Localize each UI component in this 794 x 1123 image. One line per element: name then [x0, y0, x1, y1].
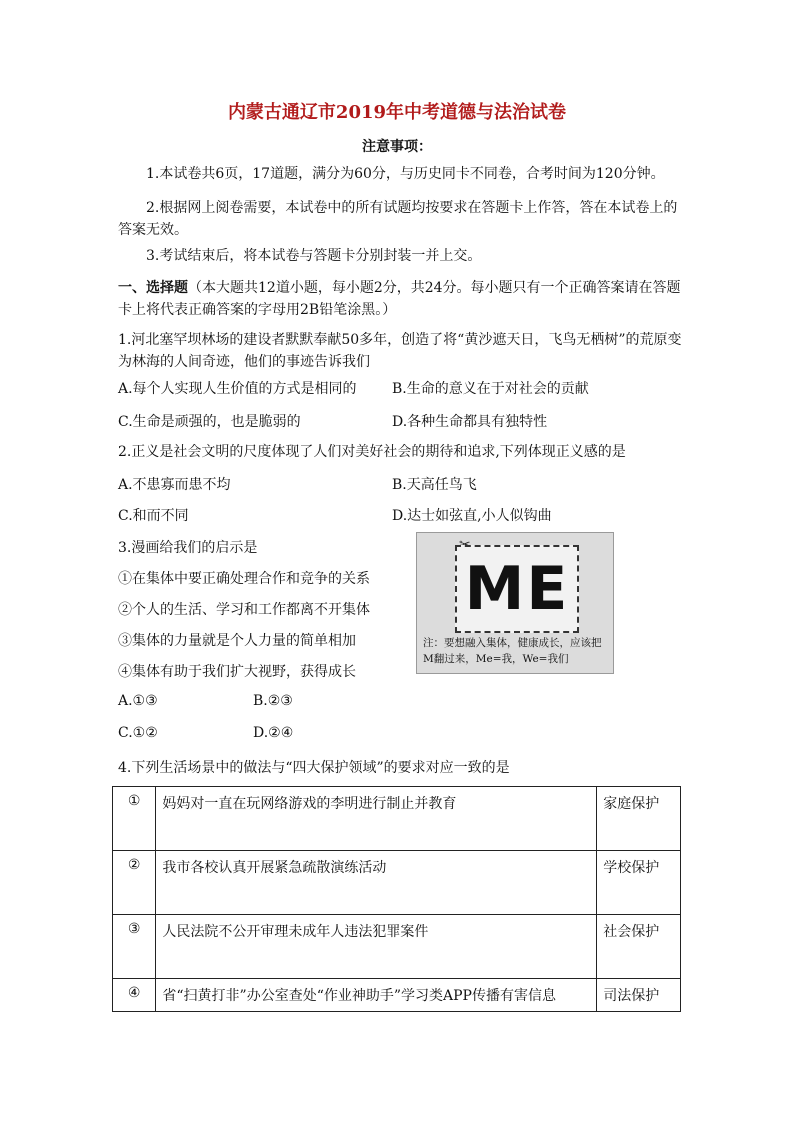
section-1-intro: [118, 277, 683, 321]
row-number: ③: [113, 915, 156, 979]
q3-statement-2: ②个人的生活、学习和工作都离不开集体: [118, 602, 370, 618]
q3-option-d: D.②④: [253, 725, 294, 741]
q3-statement-3: ③集体的力量就是个人力量的简单相加: [118, 633, 356, 649]
q3-statement-4: ④集体有助于我们扩大视野，获得成长: [118, 664, 356, 680]
q4-stem: 4.下列生活场景中的做法与“四大保护领域”的要求对应一致的是: [118, 760, 510, 776]
notice-title: 注意事项：: [362, 139, 432, 155]
row-number: ②: [113, 851, 156, 915]
table-row: [113, 915, 681, 979]
row-category: 社会保护: [597, 915, 681, 979]
row-number: ①: [113, 787, 156, 851]
q1-option-b: B.生命的意义在于对社会的贡献: [392, 381, 589, 397]
q3-stem: 3.漫画给我们的启示是: [118, 540, 258, 556]
row-action: 人民法院不公开审理未成年人违法犯罪案件: [156, 915, 597, 979]
q2-option-c: C.和而不同: [118, 508, 189, 524]
q2-option-b: B.天高任鸟飞: [392, 477, 477, 493]
q4-table: [112, 786, 681, 1012]
row-category: 司法保护: [597, 979, 681, 1012]
table-row: [113, 979, 681, 1012]
row-number: ④: [113, 979, 156, 1012]
q1-stem: 1.河北塞罕坝林场的建设者默默奉献50多年，创造了将“黄沙遮天日，飞鸟无栖树”的荒原变为林海的人间奇迹，他们的事迹告诉我们: [118, 332, 682, 370]
q3-statement-1: ①在集体中要正确处理合作和竞争的关系: [118, 571, 370, 587]
row-category: 学校保护: [597, 851, 681, 915]
notice-3: 3.考试结束后，将本试卷与答题卡分别封装一并上交。: [146, 248, 482, 264]
q1-option-d: D.各种生命都具有独特性: [392, 414, 548, 430]
q2-stem: 2.正义是社会文明的尺度体现了人们对美好社会的期待和追求,下列体现正义感的是: [118, 444, 626, 460]
cartoon-frame: [455, 545, 579, 633]
row-action: 妈妈对一直在玩网络游戏的李明进行制止并教育: [156, 787, 597, 851]
row-category: 家庭保护: [597, 787, 681, 851]
q3-option-c: C.①②: [118, 725, 158, 741]
q2-option-a: A.不患寡而患不均: [118, 477, 231, 493]
section-1-heading: 一、选择题: [118, 280, 188, 296]
page-title: 内蒙古通辽市2019年中考道德与法治试卷: [227, 102, 567, 123]
q3-option-b: B.②③: [253, 693, 293, 709]
q3-option-a: A.①③: [118, 693, 158, 709]
q3-cartoon: [416, 532, 614, 674]
row-action: 我市各校认真开展紧急疏散演练活动: [156, 851, 597, 915]
notice-2: 2.根据网上阅卷需要，本试卷中的所有试题均按要求在答题卡上作答，答在本试卷上的答案无效。: [118, 200, 678, 238]
section-1-instructions: （本大题共12道小题，每小题2分，共24分。每小题只有一个正确答案请在答题卡上将代表正确答案的字母用2B铅笔涂黑。）: [118, 280, 681, 318]
table-row: [113, 851, 681, 915]
q2-option-d: D.达士如弦直,小人似钩曲: [392, 508, 552, 524]
row-action: 省“扫黄打非”办公室查处“作业神助手”学习类APP传播有害信息: [156, 979, 597, 1012]
q1-option-a: A.每个人实现人生价值的方式是相同的: [118, 381, 357, 397]
cartoon-note: 注：要想融入集体，健康成长，应该把M翻过来，Me=我，We=我们: [423, 637, 602, 665]
notice-1: 1.本试卷共6页，17道题，满分为60分，与历史同卡不同卷，合考时间为120分钟。: [146, 166, 665, 182]
table-row: [113, 787, 681, 851]
q1-option-c: C.生命是顽强的，也是脆弱的: [118, 414, 301, 430]
cartoon-me-text: ME: [464, 554, 570, 624]
